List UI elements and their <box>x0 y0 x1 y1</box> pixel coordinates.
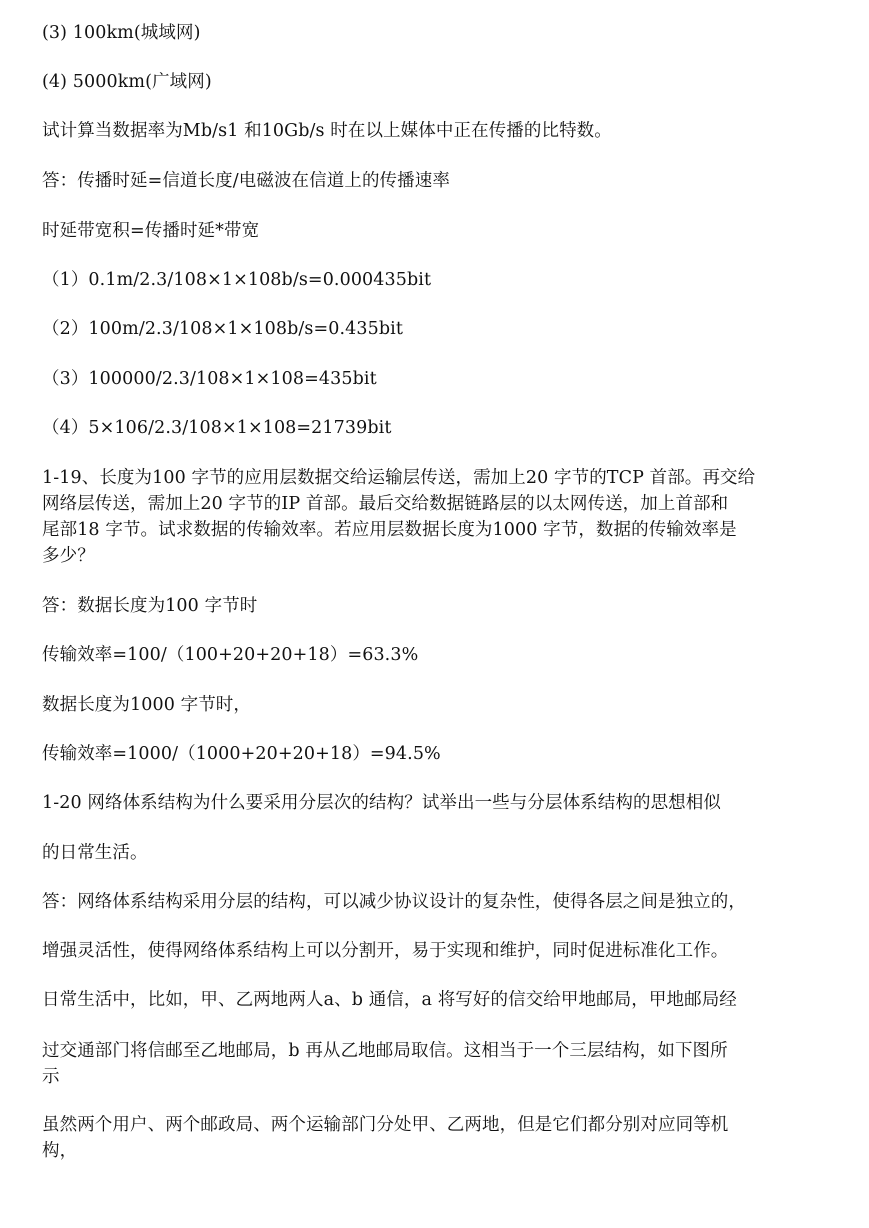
text-line: 1-20 网络体系结构为什么要采用分层次的结构？试举出一些与分层体系结构的思想相似 <box>42 793 721 813</box>
text-line: (4) 5000km(广域网) <box>42 72 212 92</box>
text-line: 传输效率=1000/（1000+20+20+18）=94.5% <box>42 744 441 764</box>
text-line: 答：传播时延=信道长度/电磁波在信道上的传播速率 <box>42 171 450 191</box>
text-line: （2）100m/2.3/108×1×108b/s=0.435bit <box>42 319 403 339</box>
text-line: 多少？ <box>42 546 95 566</box>
text-line: 试计算当数据率为Mb/s1 和10Gb/s 时在以上媒体中正在传播的比特数。 <box>42 121 612 141</box>
text-line: 网络层传送，需加上20 字节的IP 首部。最后交给数据链路层的以太网传送，加上首部和 <box>42 494 729 514</box>
text-line: 时延带宽积=传播时延*带宽 <box>42 221 260 241</box>
text-line: 尾部18 字节。试求数据的传输效率。若应用层数据长度为1000 字节，数据的传输效率是 <box>42 520 737 540</box>
text-line: （1）0.1m/2.3/108×1×108b/s=0.000435bit <box>42 270 432 290</box>
text-line: 传输效率=100/（100+20+20+18）=63.3% <box>42 645 419 665</box>
text-line: 示 <box>42 1067 60 1087</box>
text-line: 答：数据长度为100 字节时 <box>42 596 258 616</box>
text-line: (3) 100km(城域网) <box>42 23 201 43</box>
text-line: 答：网络体系结构采用分层的结构，可以减少协议设计的复杂性，使得各层之间是独立的， <box>42 892 746 912</box>
text-line: 数据长度为1000 字节时， <box>42 695 251 715</box>
text-line: 过交通部门将信邮至乙地邮局，b 再从乙地邮局取信。这相当于一个三层结构，如下图所 <box>42 1041 728 1061</box>
text-line: 虽然两个用户、两个邮政局、两个运输部门分处甲、乙两地，但是它们都分别对应同等机 <box>42 1115 729 1135</box>
text-line: （4）5×106/2.3/108×1×108=21739bit <box>42 418 392 438</box>
text-line: （3）100000/2.3/108×1×108=435bit <box>42 369 377 389</box>
text-line: 的日常生活。 <box>42 843 148 863</box>
text-line: 1-19、长度为100 字节的应用层数据交给运输层传送，需加上20 字节的TCP 首部。再交给 <box>42 468 756 488</box>
text-line: 增强灵活性，使得网络体系结构上可以分割开，易于实现和维护，同时促进标准化工作。 <box>42 941 729 961</box>
text-line: 日常生活中，比如，甲、乙两地两人a、b 通信，a 将写好的信交给甲地邮局，甲地邮局经 <box>42 990 737 1010</box>
text-line: 构， <box>42 1141 78 1161</box>
